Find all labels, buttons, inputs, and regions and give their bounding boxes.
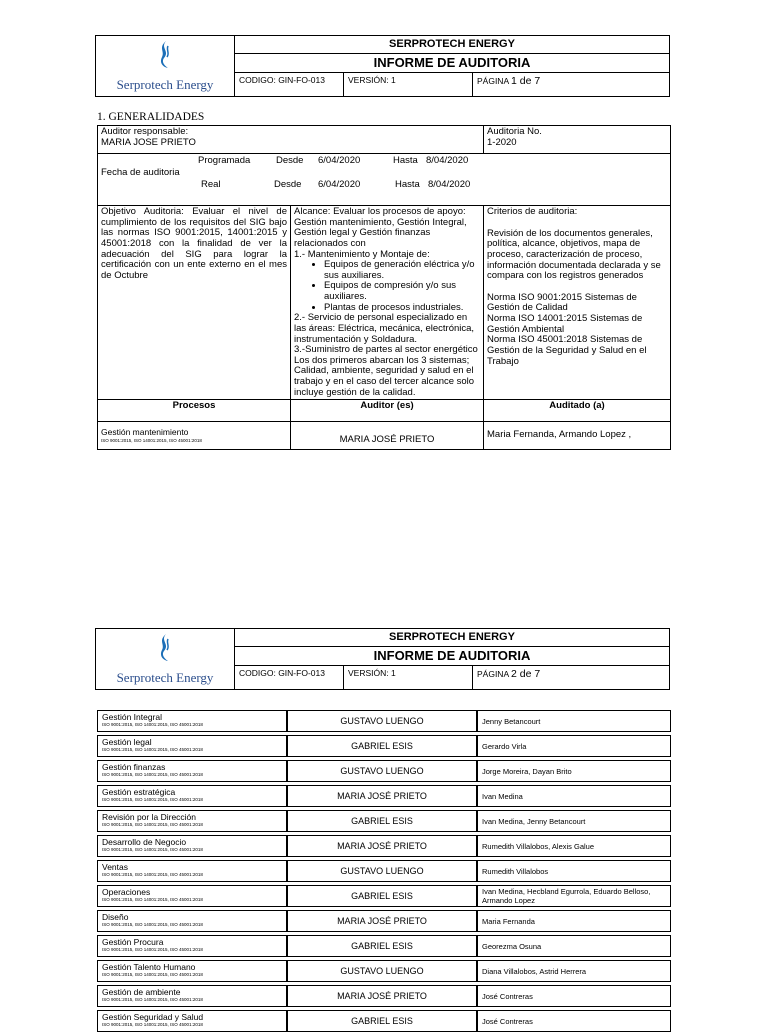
process-name: Revisión por la Dirección <box>102 812 197 822</box>
process-cell <box>97 860 287 882</box>
process-auditor: GUSTAVO LUENGO <box>287 960 477 982</box>
real-hasta: Hasta <box>395 179 420 190</box>
table-row <box>97 860 671 882</box>
logo <box>96 629 235 690</box>
table-row <box>97 1010 671 1032</box>
criteria-iso-9001: Norma ISO 9001:2015 Sistemas de Gestión de Calidad <box>487 291 637 314</box>
page-count: 1 de 7 <box>511 75 541 88</box>
process-iso: ISO 9001:2015, ISO 14001:2015, ISO 45001:2018 <box>102 897 203 902</box>
process-auditor: GUSTAVO LUENGO <box>287 760 477 782</box>
process-auditor: MARIA JOSÉ PRIETO <box>287 785 477 807</box>
process-name: Gestión Integral <box>102 712 163 722</box>
process-audited: Diana Villalobos, Astrid Herrera <box>477 960 671 982</box>
process-cell <box>97 935 287 957</box>
criteria-title: Criterios de auditoria: <box>487 206 578 217</box>
process-auditor: GABRIEL ESIS <box>287 810 477 832</box>
process-auditor: MARIA JOSÉ PRIETO <box>287 910 477 932</box>
audit-no-cell <box>484 126 671 154</box>
scope-bullets <box>294 260 480 313</box>
real-desde: Desde <box>274 179 302 190</box>
process-cell <box>97 760 287 782</box>
process-name: Ventas <box>102 862 128 872</box>
process-audited: Rumedith Villalobos, Alexis Galue <box>477 835 671 857</box>
scope-item-1: 1.- Mantenimiento y Montaje de: <box>294 248 430 260</box>
page2-header <box>95 628 670 690</box>
auditor-name: MARIA JOSE PRIETO <box>101 136 196 148</box>
real-from: 6/04/2020 <box>318 179 361 190</box>
process-iso: ISO 9001:2015, ISO 14001:2015, ISO 45001:2018 <box>102 1022 203 1027</box>
auditor-cell <box>98 126 484 154</box>
criteria-cell <box>484 206 671 400</box>
process-cell <box>97 885 287 907</box>
page-count: 2 de 7 <box>511 668 541 681</box>
table-row-process <box>98 422 291 450</box>
process-iso: ISO 9001:2015, ISO 14001:2015, ISO 45001:2018 <box>102 922 203 927</box>
scope-cell <box>291 206 484 400</box>
table-row <box>97 885 671 907</box>
process-name: Operaciones <box>102 887 151 897</box>
process-name: Desarrollo de Negocio <box>102 837 187 847</box>
process-audited: Georezma Osuna <box>477 935 671 957</box>
report-title: INFORME DE AUDITORIA <box>235 53 670 73</box>
doc-code: CODIGO: GIN-FO-013 <box>235 73 344 97</box>
process-audited: Ivan Medina, Jenny Betancourt <box>477 810 671 832</box>
process-audited: Jenny Betancourt <box>477 710 671 732</box>
process-cell <box>97 835 287 857</box>
scope-item-3: 3.-Suministro de partes al sector energético Los dos primeros abarcan los 3 sistemas; Calidad, ambiente, seguridad y salud en el trabajo y en el caso del tercer alcance solo incluye gestión de la calidad. <box>294 344 478 398</box>
process-iso: ISO 9001:2015, ISO 14001:2015, ISO 45001:2018 <box>102 997 203 1002</box>
process-iso: ISO 9001:2015, ISO 14001:2015, ISO 45001:2018 <box>102 847 203 852</box>
date-label: Fecha de auditoria <box>101 167 180 178</box>
programada-label: Programada <box>198 155 251 166</box>
doc-code: CODIGO: GIN-FO-013 <box>235 666 344 690</box>
process-audited: Maria Fernanda, Armando Lopez , <box>484 422 671 450</box>
process-table <box>97 707 671 1035</box>
process-cell <box>97 985 287 1007</box>
company-name: SERPROTECH ENERGY <box>235 629 670 647</box>
process-iso: ISO 9001:2015, ISO 14001:2015, ISO 45001:2018 <box>102 972 203 977</box>
process-auditor: MARIA JOSÉ PRIETO <box>287 835 477 857</box>
table-row <box>97 735 671 757</box>
page-label: PÁGINA <box>477 76 509 87</box>
programada-hasta: Hasta <box>393 155 418 166</box>
process-name: Gestión mantenimiento <box>101 427 189 438</box>
audit-no-label: Auditoria No. <box>487 126 542 137</box>
flame-logo-icon <box>154 633 176 663</box>
page1-header <box>95 35 670 97</box>
logo-text: Serprotech Energy <box>116 76 214 92</box>
scope-bullet: • Plantas de procesos industriales. <box>324 303 480 314</box>
programada-desde: Desde <box>276 155 304 166</box>
process-name: Gestión legal <box>102 737 152 747</box>
process-auditor: GABRIEL ESIS <box>287 1010 477 1032</box>
process-iso: ISO 9001:2015, ISO 14001:2015, ISO 45001:2018 <box>102 947 203 952</box>
scope-bullet: • Equipos de generación eléctrica y/o sus auxiliares. <box>324 260 480 281</box>
process-cell <box>97 910 287 932</box>
programada-to: 8/04/2020 <box>426 155 469 166</box>
table-row <box>97 910 671 932</box>
process-cell <box>97 785 287 807</box>
scope-bullet: • Equipos de compresión y/o sus auxiliares. <box>324 281 480 302</box>
process-cell <box>97 710 287 732</box>
process-iso: ISO 9001:2015, ISO 14001:2015, ISO 45001:2018 <box>102 797 203 802</box>
programada-from: 6/04/2020 <box>318 155 361 166</box>
table-row <box>97 835 671 857</box>
scope-intro: Alcance: Evaluar los procesos de apoyo: Gestión mantenimiento, Gestión Integral, Gestión legal y Gestión finanzas relacionados con <box>294 206 467 249</box>
report-title: INFORME DE AUDITORIA <box>235 646 670 666</box>
process-cell <box>97 1010 287 1032</box>
logo <box>96 36 235 97</box>
process-iso: ISO 9001:2015, ISO 14001:2015, ISO 45001:2018 <box>102 822 203 827</box>
col-auditor: Auditor (es) <box>291 400 484 422</box>
process-auditor: GABRIEL ESIS <box>287 735 477 757</box>
page-number <box>473 73 670 97</box>
process-auditor: GUSTAVO LUENGO <box>287 860 477 882</box>
process-cell <box>97 960 287 982</box>
process-name: Diseño <box>102 912 129 922</box>
process-auditor: MARIA JOSÉ PRIETO <box>291 422 484 450</box>
objective-cell: Objetivo Auditoria: Evaluar el nivel de cumplimiento de los requisitos del SIG bajo las normas ISO 9001:2015, 14001:2015 y 45001:2018 con la finalidad de ver la adecuación del SIG para lograr la certificación con un ente externo en el mes de Octubre <box>98 206 291 400</box>
section-title: 1. GENERALIDADES <box>97 111 205 123</box>
generalidades-table <box>97 125 671 450</box>
company-name: SERPROTECH ENERGY <box>235 36 670 54</box>
table-row <box>97 985 671 1007</box>
scope-item-2: 2.- Servicio de personal especializado en las áreas: Eléctrica, mecánica, electrónica, instrumentación y Soldadura. <box>294 312 475 345</box>
table-row <box>97 810 671 832</box>
process-name: Gestión estratégica <box>102 787 176 797</box>
process-iso: ISO 9001:2015, ISO 14001:2015, ISO 45001:2018 <box>102 747 203 752</box>
process-auditor: MARIA JOSÉ PRIETO <box>287 985 477 1007</box>
process-audited: José Contreras <box>477 985 671 1007</box>
process-name: Gestión Seguridad y Salud <box>102 1012 204 1022</box>
criteria-text: Revisión de los documentos generales, política, alcance, objetivos, mapa de proceso, caracterización de proceso, información documentada declarada y se compara con los registros generados <box>487 227 661 282</box>
process-iso: ISO 9001:2015, ISO 14001:2015, ISO 45001:2018 <box>101 437 202 443</box>
doc-version: VERSIÓN: 1 <box>344 666 473 690</box>
auditor-label: Auditor responsable: <box>101 126 189 137</box>
table-row <box>97 785 671 807</box>
process-audited: Maria Fernanda <box>477 910 671 932</box>
date-cell <box>98 154 671 206</box>
table-row <box>97 710 671 732</box>
col-audited: Auditado (a) <box>484 400 671 422</box>
page-number <box>473 666 670 690</box>
process-iso: ISO 9001:2015, ISO 14001:2015, ISO 45001:2018 <box>102 872 203 877</box>
col-process: Procesos <box>98 400 291 422</box>
table-row <box>97 935 671 957</box>
process-audited: José Contreras <box>477 1010 671 1032</box>
process-auditor: GABRIEL ESIS <box>287 935 477 957</box>
criteria-iso-14001: Norma ISO 14001:2015 Sistemas de Gestión Ambiental <box>487 313 643 335</box>
process-audited: Gerardo Virla <box>477 735 671 757</box>
process-name: Gestión de ambiente <box>102 987 181 997</box>
audit-no: 1-2020 <box>487 136 517 148</box>
process-auditor: GUSTAVO LUENGO <box>287 710 477 732</box>
process-audited: Ivan Medina, Hecbland Egurrola, Eduardo Belloso, Armando Lopez <box>477 885 671 907</box>
process-name: Gestión Talento Humano <box>102 962 196 972</box>
table-row <box>97 760 671 782</box>
logo-text: Serprotech Energy <box>116 669 214 685</box>
page-label: PÁGINA <box>477 669 509 680</box>
table-row <box>97 960 671 982</box>
criteria-iso-45001: Norma ISO 45001:2018 Sistemas de Gestión de la Seguridad y Salud en el Trabajo <box>487 334 647 367</box>
process-audited: Ivan Medina <box>477 785 671 807</box>
doc-version: VERSIÓN: 1 <box>344 73 473 97</box>
process-cell <box>97 810 287 832</box>
process-iso: ISO 9001:2015, ISO 14001:2015, ISO 45001:2018 <box>102 722 203 727</box>
real-to: 8/04/2020 <box>428 179 471 190</box>
process-name: Gestión finanzas <box>102 762 166 772</box>
process-audited: Jorge Moreira, Dayan Brito <box>477 760 671 782</box>
flame-logo-icon <box>154 40 176 70</box>
process-cell <box>97 735 287 757</box>
process-audited: Rumedith Villalobos <box>477 860 671 882</box>
real-label: Real <box>201 179 221 190</box>
process-iso: ISO 9001:2015, ISO 14001:2015, ISO 45001:2018 <box>102 772 203 777</box>
process-auditor: GABRIEL ESIS <box>287 885 477 907</box>
process-name: Gestión Procura <box>102 937 164 947</box>
